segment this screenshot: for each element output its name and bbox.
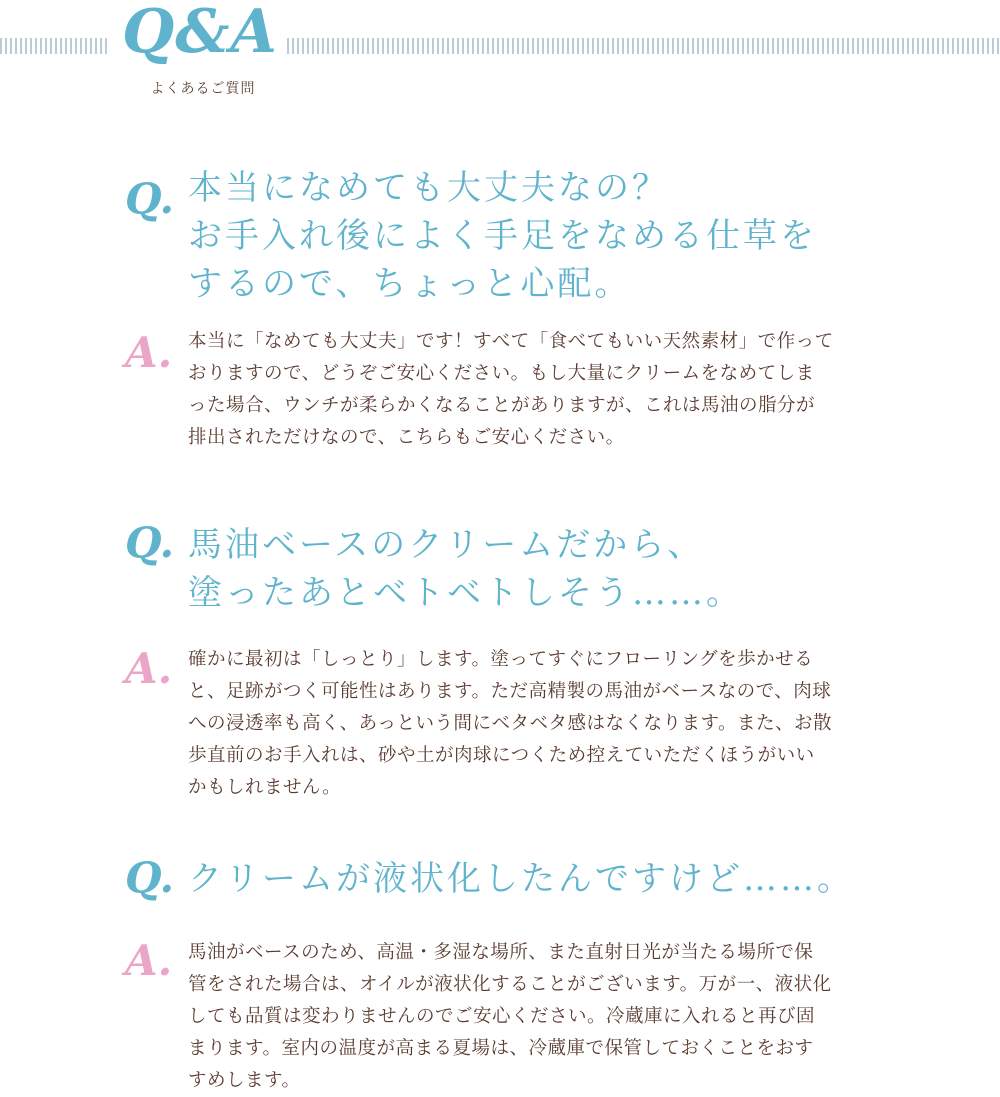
- question-text: 馬油ベースのクリームだから、 塗ったあとベトベトしそう……。: [188, 525, 743, 613]
- header-stripe-left: [0, 38, 110, 54]
- question-mark: Q.: [125, 853, 175, 902]
- header-stripe-right: [287, 38, 1000, 54]
- answer-mark: A.: [125, 328, 173, 377]
- question-text: 本当になめても大丈夫なの？ お手入れ後によく手足をなめる仕草を するので、ちょっと心配。: [188, 168, 817, 304]
- answer-text: 確かに最初は「しっとり」します。塗ってすぐにフローリングを歩かせる と、足跡がつく可能性はあります。ただ高精製の馬油がベースなので、肉球 への浸透率も高く、あっという間にベタベタ感はなくなります。また、お散 歩直前のお手入れは、砂や土が肉球につくため控えていただくほうがいい かもしれません。: [188, 649, 832, 798]
- answer-text: 馬油がベースのため、高温・多湿な場所、また直射日光が当たる場所で保 管をされた場合は、オイルが液状化することがございます。万が一、液状化 しても品質は変わりませんのでご安心ください。冷蔵庫に入れると再び固 まります。室内の温度が高まる夏場は、冷蔵庫で保管しておくことをおす すめします。: [188, 942, 832, 1091]
- answer-mark: A.: [125, 644, 173, 693]
- page-subtitle: よくあるご質問: [150, 81, 256, 97]
- question-mark: Q.: [125, 518, 175, 567]
- question-text: クリームが液状化したんですけど……。: [188, 859, 854, 899]
- qa-header: [0, 0, 1000, 110]
- answer-text: 本当に「なめても大丈夫」です！すべて「食べてもいい天然素材」で作って おりますので、どうぞご安心ください。もし大量にクリームをなめてしま った場合、ウンチが柔らかくなることがありますが、これは馬油の脂分が 排出されただけなので、こちらもご安心ください。: [188, 331, 834, 448]
- answer-mark: A.: [125, 936, 173, 985]
- qa-logo: Q&A: [122, 0, 278, 67]
- question-mark: Q.: [125, 174, 175, 223]
